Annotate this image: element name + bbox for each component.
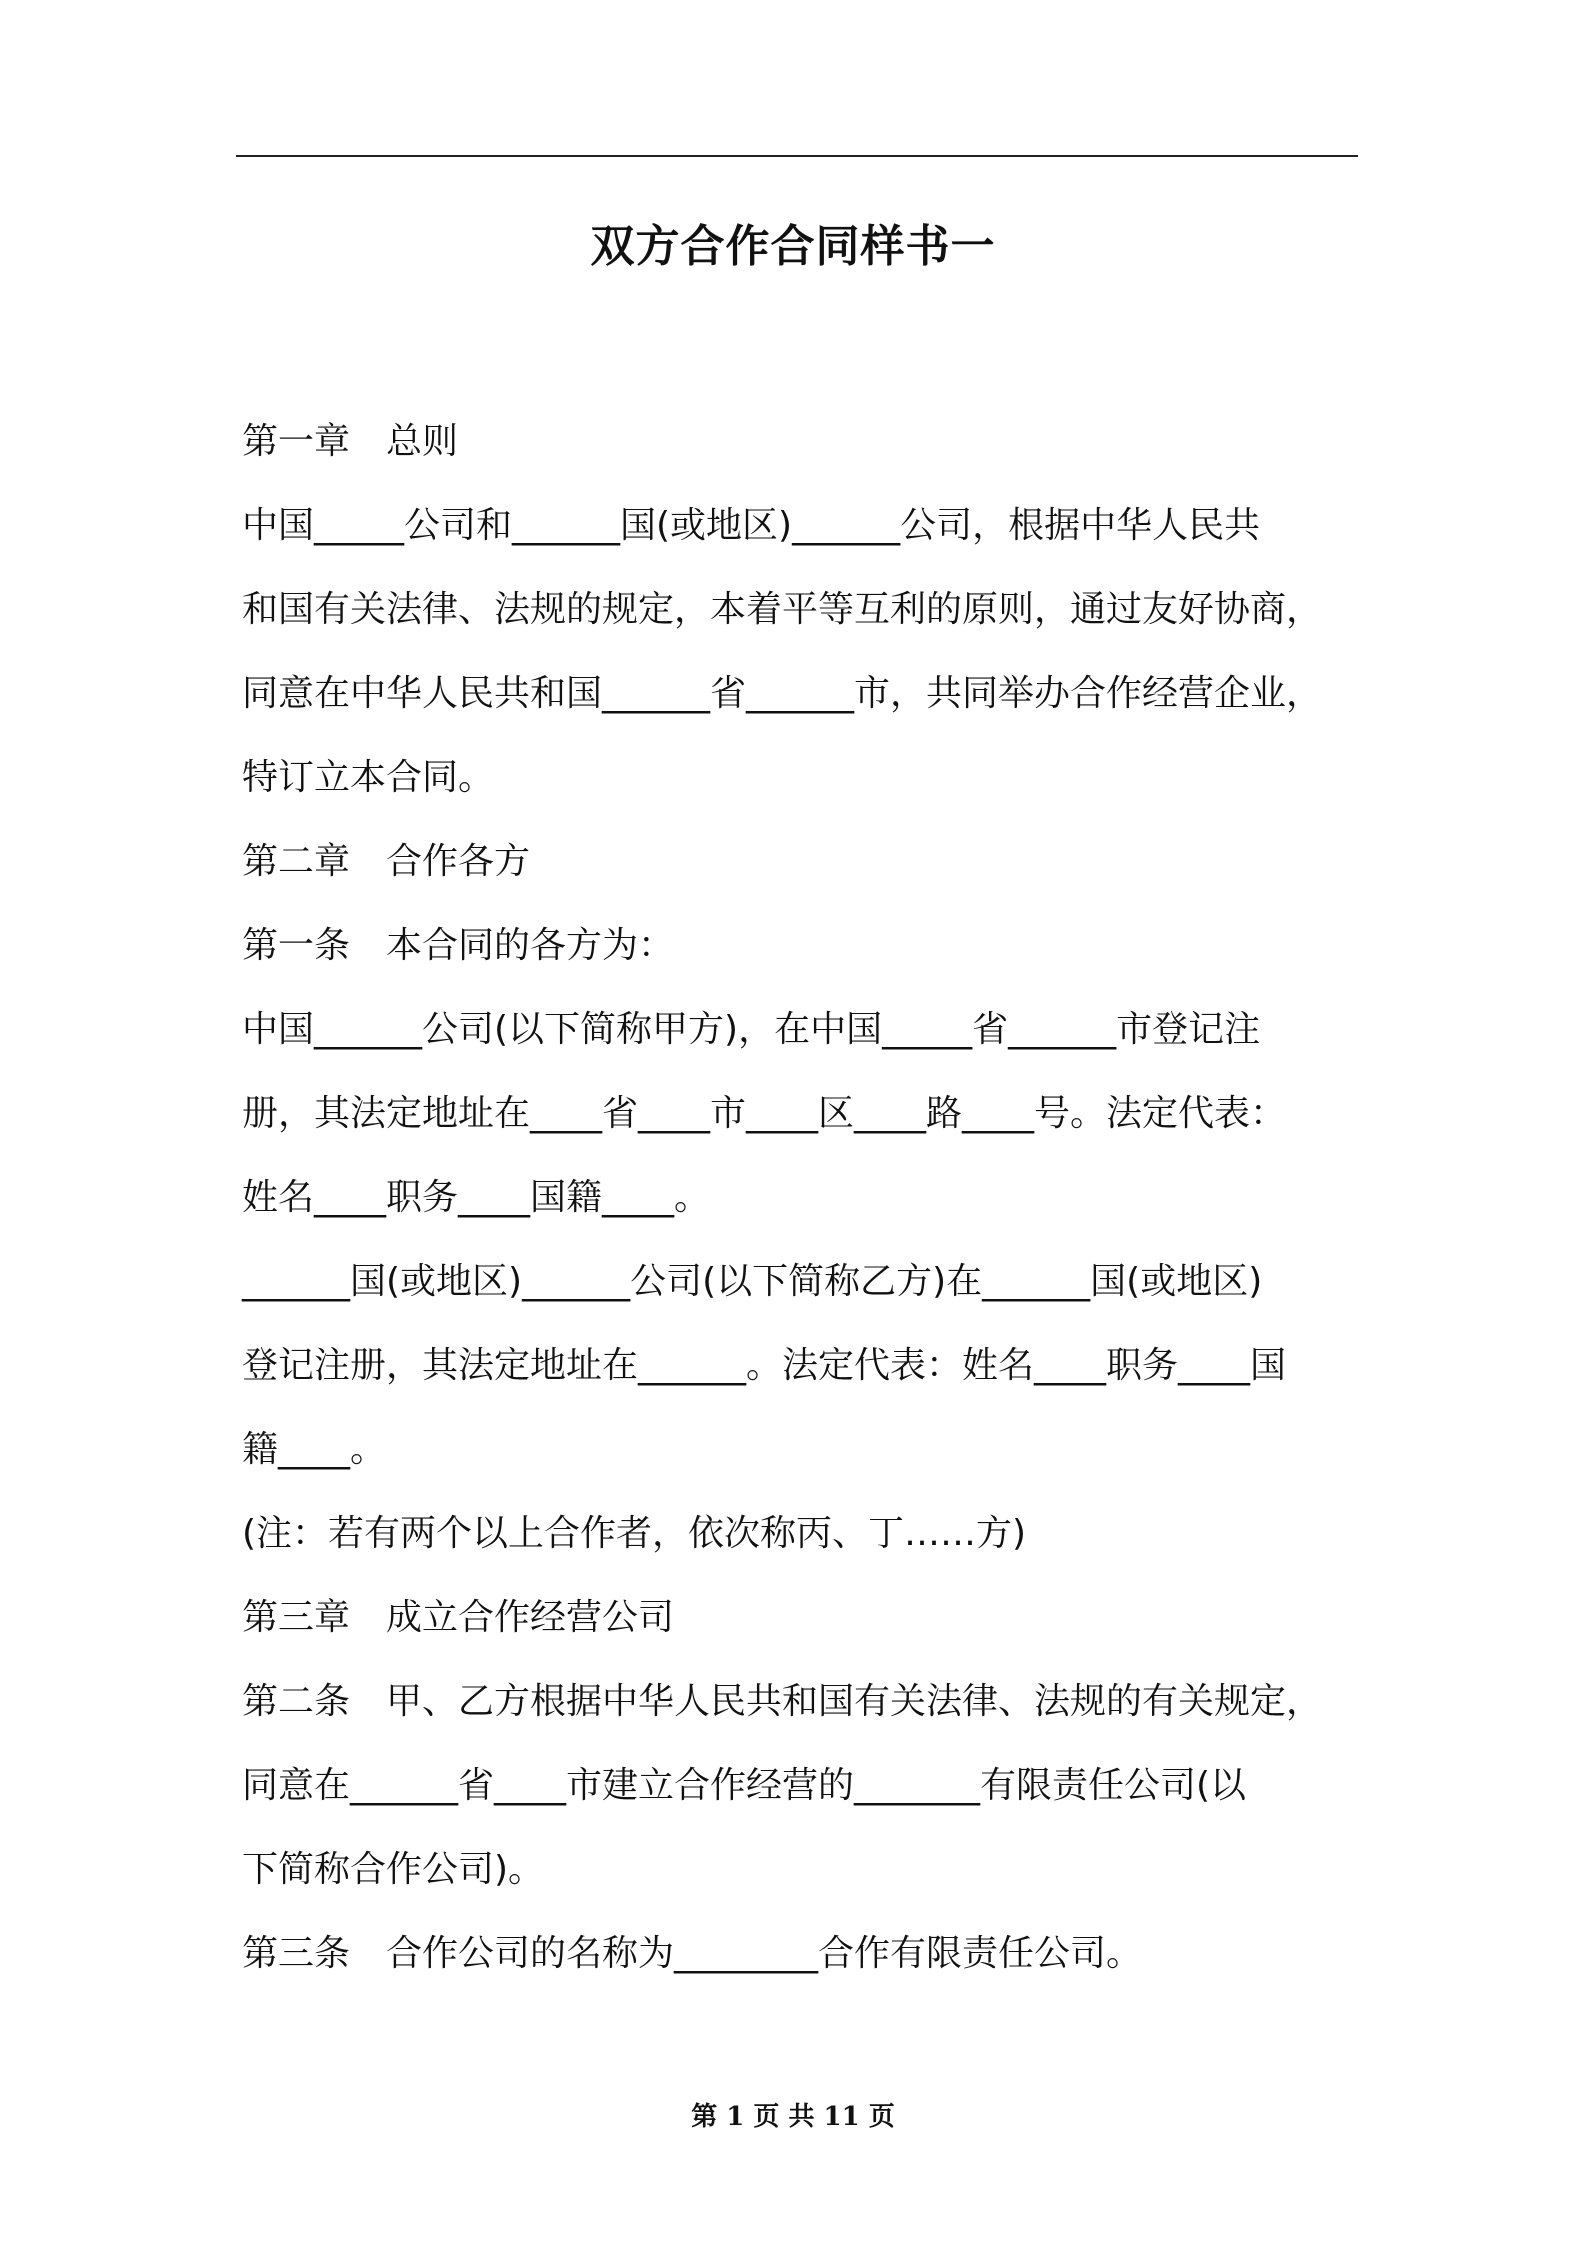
chapter-heading: 第一章 总则	[242, 421, 459, 462]
header-rule	[236, 155, 1358, 157]
paragraph-line: 姓名____职务____国籍____。	[242, 1177, 711, 1218]
paragraph-line: 籍____。	[242, 1429, 387, 1470]
paragraph-line: 和国有关法律、法规的规定，本着平等互利的原则，通过友好协商，	[242, 589, 1323, 630]
paragraph-line: 中国______公司(以下简称甲方)，在中国_____省______市登记注	[242, 1009, 1261, 1050]
paragraph-line: 同意在______省____市建立合作经营的_______有限责任公司(以	[242, 1765, 1247, 1806]
paragraph-line: 特订立本合同。	[242, 757, 495, 798]
page-footer: 第 1 页 共 11 页	[691, 2102, 895, 2132]
paragraph-line: 册，其法定地址在____省____市____区____路____号。法定代表：	[242, 1093, 1287, 1134]
article-line: 第一条 本合同的各方为：	[242, 925, 675, 966]
article-line: 第二条 甲、乙方根据中华人民共和国有关法律、法规的有关规定，	[242, 1681, 1323, 1722]
document-title: 双方合作合同样书一	[590, 221, 996, 272]
paragraph-line: 下简称合作公司)。	[242, 1849, 545, 1890]
note-line: (注：若有两个以上合作者，依次称丙、丁……方)	[242, 1513, 1027, 1554]
paragraph-line: 中国_____公司和______国(或地区)______公司，根据中华人民共	[242, 505, 1261, 546]
document-body	[242, 400, 1362, 1996]
paragraph-line: ______国(或地区)______公司(以下简称乙方)在______国(或地区)	[242, 1261, 1263, 1302]
chapter-heading: 第三章 成立合作经营公司	[242, 1597, 675, 1638]
paragraph-line: 同意在中华人民共和国______省______市，共同举办合作经营企业，	[242, 673, 1323, 714]
paragraph-line: 登记注册，其法定地址在______。法定代表：姓名____职务____国	[242, 1345, 1287, 1386]
chapter-heading: 第二章 合作各方	[242, 841, 531, 882]
article-line: 第三条 合作公司的名称为________合作有限责任公司。	[242, 1933, 1143, 1974]
